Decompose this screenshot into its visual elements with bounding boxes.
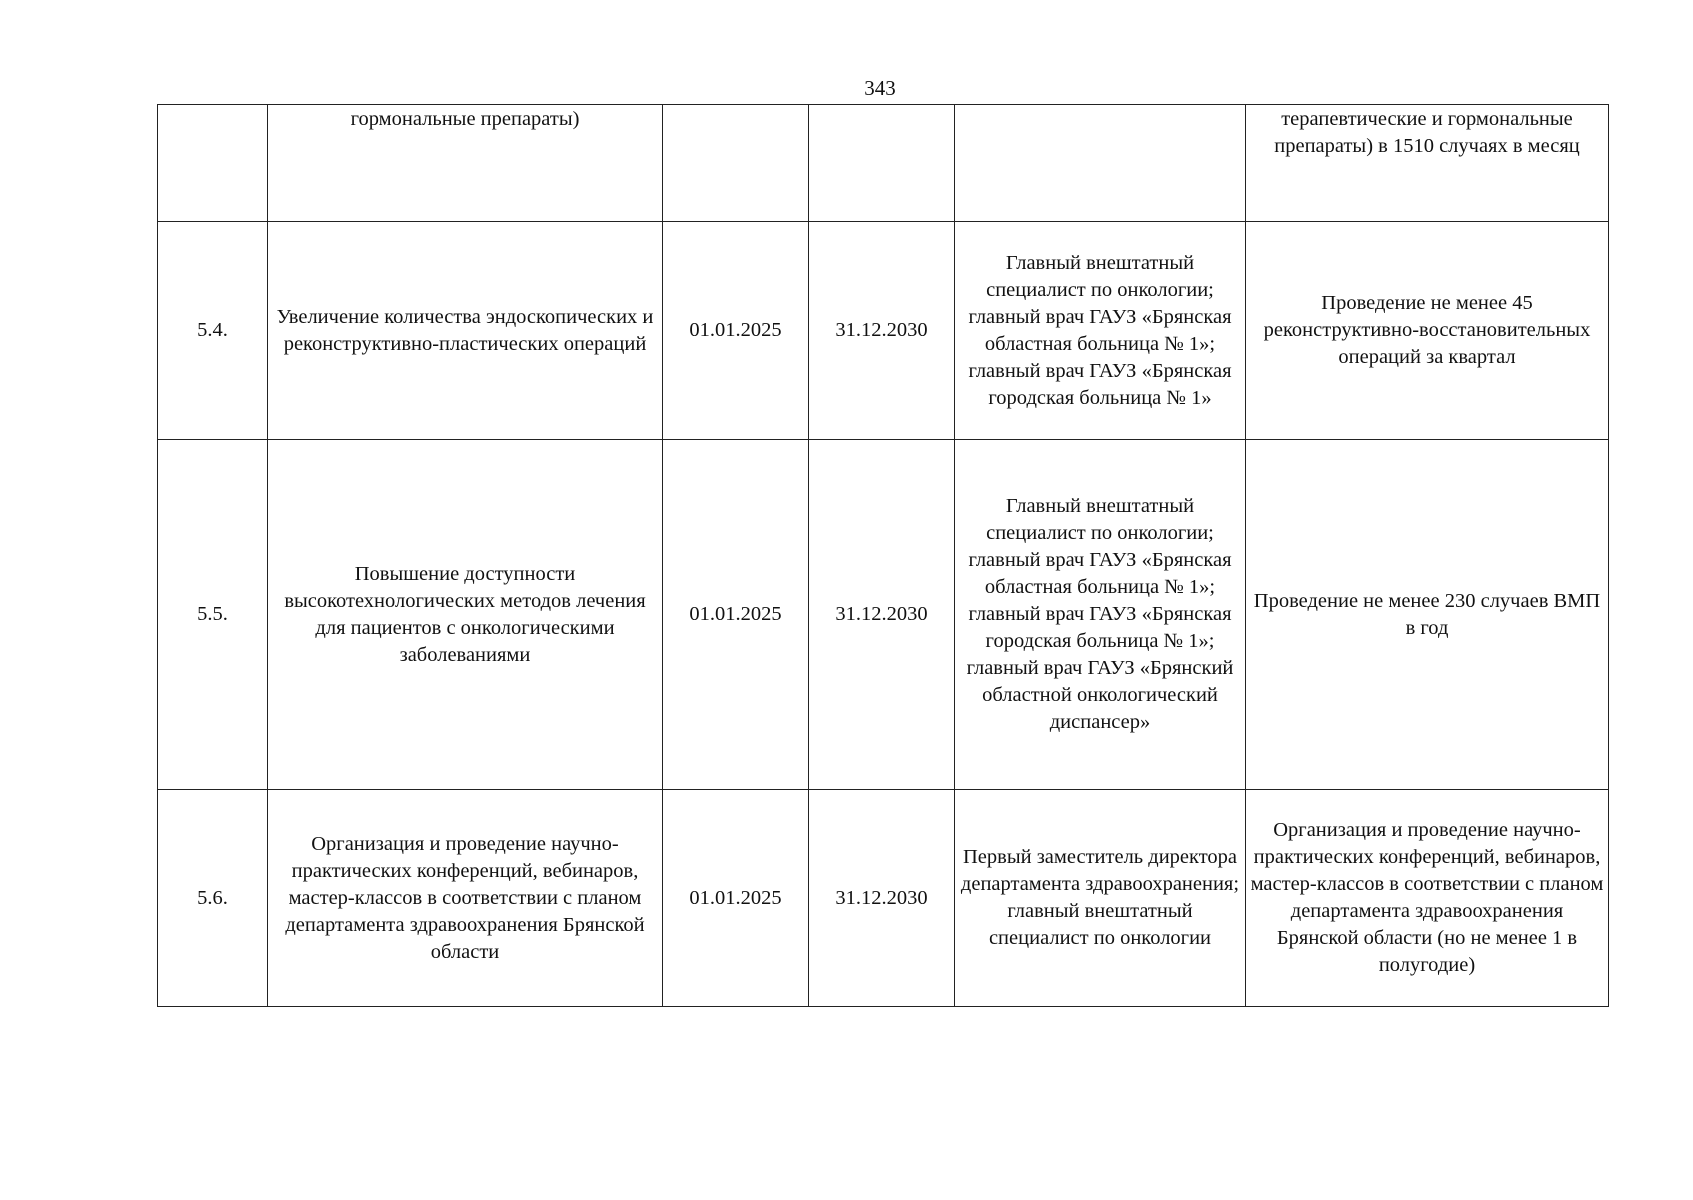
cell-end-date: 31.12.2030 [809,440,955,790]
cell-title: Повышение доступности высокотехнологических методов лечения для пациентов с онкологическими заболеваниями [268,440,663,790]
cell-end-date [809,105,955,222]
table-row [158,222,1609,440]
cell-responsible: Главный внештатный специалист по онкологии; главный врач ГАУЗ «Брянская областная больница № 1»; главный врач ГАУЗ «Брянская городская больница № 1» [955,222,1246,440]
cell-result: Проведение не менее 45 реконструктивно-восстановительных операций за квартал [1246,222,1609,440]
cell-result: терапевтические и гормональные препараты) в 1510 случаях в месяц [1246,105,1609,222]
cell-start-date: 01.01.2025 [663,440,809,790]
cell-number [158,105,268,222]
measures-table [157,104,1609,1007]
cell-responsible: Главный внештатный специалист по онкологии; главный врач ГАУЗ «Брянская областная больница № 1»; главный врач ГАУЗ «Брянская городская больница № 1»; главный врач ГАУЗ «Брянский областной онкологический диспансер» [955,440,1246,790]
cell-number: 5.4. [158,222,268,440]
table-row [158,790,1609,1007]
cell-responsible: Первый заместитель директора департамента здравоохранения; главный внештатный специалист по онкологии [955,790,1246,1007]
cell-start-date: 01.01.2025 [663,222,809,440]
cell-start-date: 01.01.2025 [663,790,809,1007]
table-row [158,440,1609,790]
cell-responsible [955,105,1246,222]
cell-number: 5.6. [158,790,268,1007]
cell-result: Проведение не менее 230 случаев ВМП в год [1246,440,1609,790]
cell-title: гормональные препараты) [268,105,663,222]
page-number: 343 [864,76,896,100]
cell-title: Организация и проведение научно-практических конференций, вебинаров, мастер-классов в соответствии с планом департамента здравоохранения Брянской области [268,790,663,1007]
cell-title: Увеличение количества эндоскопических и реконструктивно-пластических операций [268,222,663,440]
cell-result: Организация и проведение научно-практических конференций, вебинаров, мастер-классов в соответствии с планом департамента здравоохранения Брянской области (но не менее 1 в полугодие) [1246,790,1609,1007]
cell-start-date [663,105,809,222]
cell-end-date: 31.12.2030 [809,790,955,1007]
cell-end-date: 31.12.2030 [809,222,955,440]
table-row [158,105,1609,222]
cell-number: 5.5. [158,440,268,790]
